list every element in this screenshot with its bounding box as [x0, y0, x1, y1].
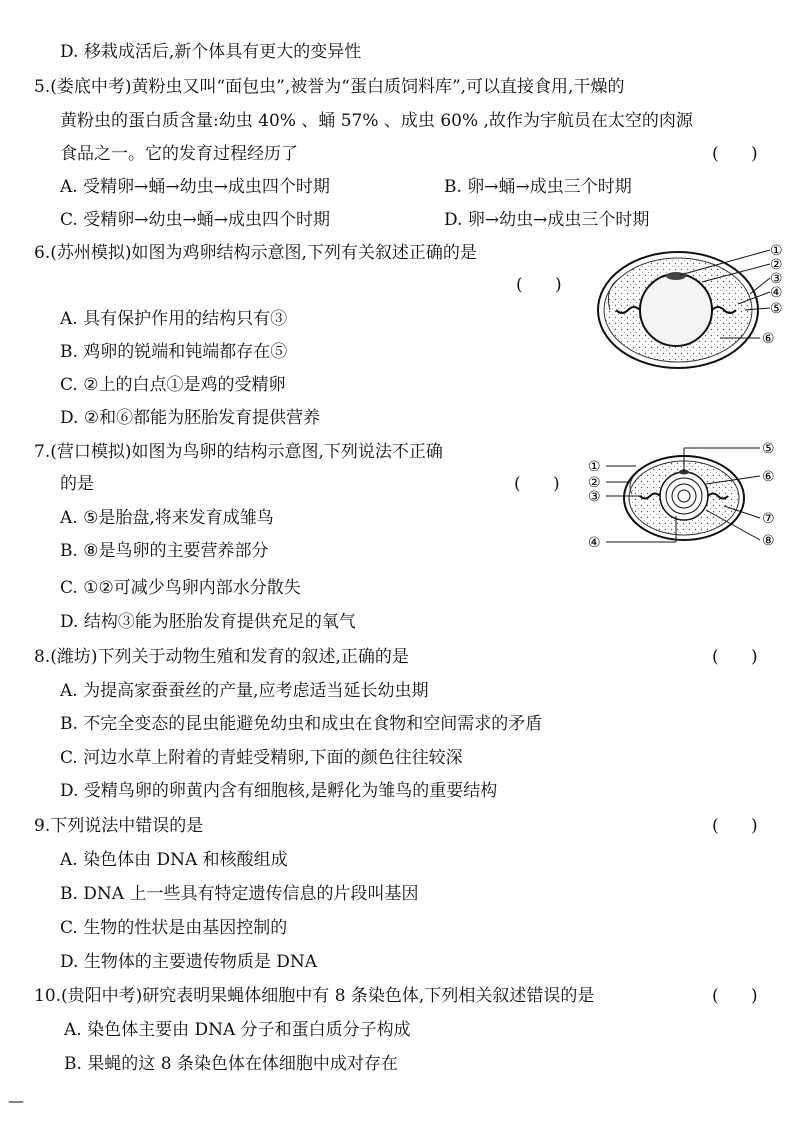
egg-label-5: ⑤ [770, 301, 783, 317]
bird-label-7: ⑦ [762, 511, 775, 527]
q9-stem: 9.下列说法中错误的是 [34, 816, 204, 836]
q6-option-a: A. 具有保护作用的结构只有③ [60, 309, 288, 329]
q10-stem: 10.(贵阳中考)研究表明果蝇体细胞中有 8 条染色体,下列相关叙述错误的是 [34, 986, 595, 1006]
q5-answer-bracket[interactable]: ( ) [712, 144, 758, 164]
q8-option-b: B. 不完全变态的昆虫能避免幼虫和成虫在食物和空间需求的矛盾 [60, 714, 543, 734]
q7-option-a: A. ⑤是胎盘,将来发育成雏鸟 [60, 508, 274, 528]
bird-label-3: ③ [588, 489, 601, 505]
bird-yolk [660, 472, 708, 520]
q6-option-b: B. 鸡卵的锐端和钝端都存在⑤ [60, 342, 288, 362]
q8-option-a: A. 为提高家蚕蚕丝的产量,应考虑适当延长幼虫期 [60, 681, 429, 701]
q9-answer-bracket[interactable]: ( ) [712, 816, 758, 836]
q5-stem-line2: 黄粉虫的蛋白质含量:幼虫 40% 、蛹 57% 、成虫 60% ,故作为宇航员在太空的肉源 [60, 111, 693, 131]
bird-label-8: ⑧ [762, 533, 775, 549]
q10-option-a: A. 染色体主要由 DNA 分子和蛋白质分子构成 [64, 1020, 411, 1040]
q8-answer-bracket[interactable]: ( ) [712, 647, 758, 667]
q7-answer-bracket[interactable]: ( ) [514, 474, 560, 494]
q8-option-d: D. 受精鸟卵的卵黄内含有细胞核,是孵化为雏鸟的重要结构 [60, 781, 498, 801]
bird-egg-diagram [586, 438, 790, 558]
q10-option-b: B. 果蝇的这 8 条染色体在体细胞中成对存在 [64, 1054, 398, 1074]
q6-option-c: C. ②上的白点①是鸡的受精卵 [60, 375, 286, 395]
q6-stem: 6.(苏州模拟)如图为鸡卵结构示意图,下列有关叙述正确的是 [34, 243, 477, 263]
q5-option-c: C. 受精卵→幼虫→蛹→成虫四个时期 [60, 210, 330, 230]
footer-mark: — [8, 1091, 24, 1110]
q6-answer-bracket[interactable]: ( ) [516, 275, 562, 295]
q7-option-d: D. 结构③能为胚胎发育提供充足的氧气 [60, 612, 356, 632]
egg-label-4: ④ [770, 285, 783, 301]
q9-option-d: D. 生物体的主要遗传物质是 DNA [60, 952, 318, 972]
egg-label-6: ⑥ [762, 331, 775, 347]
q10-answer-bracket[interactable]: ( ) [712, 986, 758, 1006]
leader-line-3 [750, 278, 770, 294]
germinal-disc [666, 272, 686, 280]
chicken-egg-diagram [590, 238, 790, 378]
bird-label-1: ① [588, 459, 601, 475]
bird-label-4: ④ [588, 535, 601, 551]
q6-option-d: D. ②和⑥都能为胚胎发育提供营养 [60, 408, 321, 428]
egg-label-3: ③ [770, 271, 783, 287]
bird-label-5: ⑤ [762, 441, 775, 457]
q9-option-a: A. 染色体由 DNA 和核酸组成 [60, 850, 288, 870]
q9-option-c: C. 生物的性状是由基因控制的 [60, 918, 288, 938]
q5-option-d: D. 卵→幼虫→成虫三个时期 [444, 210, 650, 230]
bird-label-2: ② [588, 475, 601, 491]
q7-option-b: B. ⑧是鸟卵的主要营养部分 [60, 541, 269, 561]
q7-stem-line2: 的是 [60, 474, 94, 494]
bird-label-6: ⑥ [762, 469, 775, 485]
q8-stem: 8.(潍坊)下列关于动物生殖和发育的叙述,正确的是 [34, 647, 409, 667]
q7-option-c: C. ①②可减少鸟卵内部水分散失 [60, 578, 301, 598]
q9-option-b: B. DNA 上一些具有特定遗传信息的片段叫基因 [60, 884, 419, 904]
q4-option-d: D. 移栽成活后,新个体具有更大的变异性 [60, 42, 362, 62]
egg-yolk [640, 274, 712, 346]
q7-stem: 7.(营口模拟)如图为鸟卵的结构示意图,下列说法不正确 [34, 442, 443, 462]
q5-stem-line1: 5.(娄底中考)黄粉虫又叫“面包虫”,被誉为“蛋白质饲料库”,可以直接食用,干燥的 [34, 77, 625, 97]
egg-label-2: ② [770, 257, 783, 273]
egg-label-1: ① [770, 243, 783, 259]
q5-option-a: A. 受精卵→蛹→幼虫→成虫四个时期 [60, 177, 330, 197]
q5-option-b: B. 卵→蛹→成虫三个时期 [444, 177, 632, 197]
q8-option-c: C. 河边水草上附着的青蛙受精卵,下面的颜色往往较深 [60, 748, 463, 768]
q5-stem-line3: 食品之一。它的发育过程经历了 [60, 144, 298, 164]
